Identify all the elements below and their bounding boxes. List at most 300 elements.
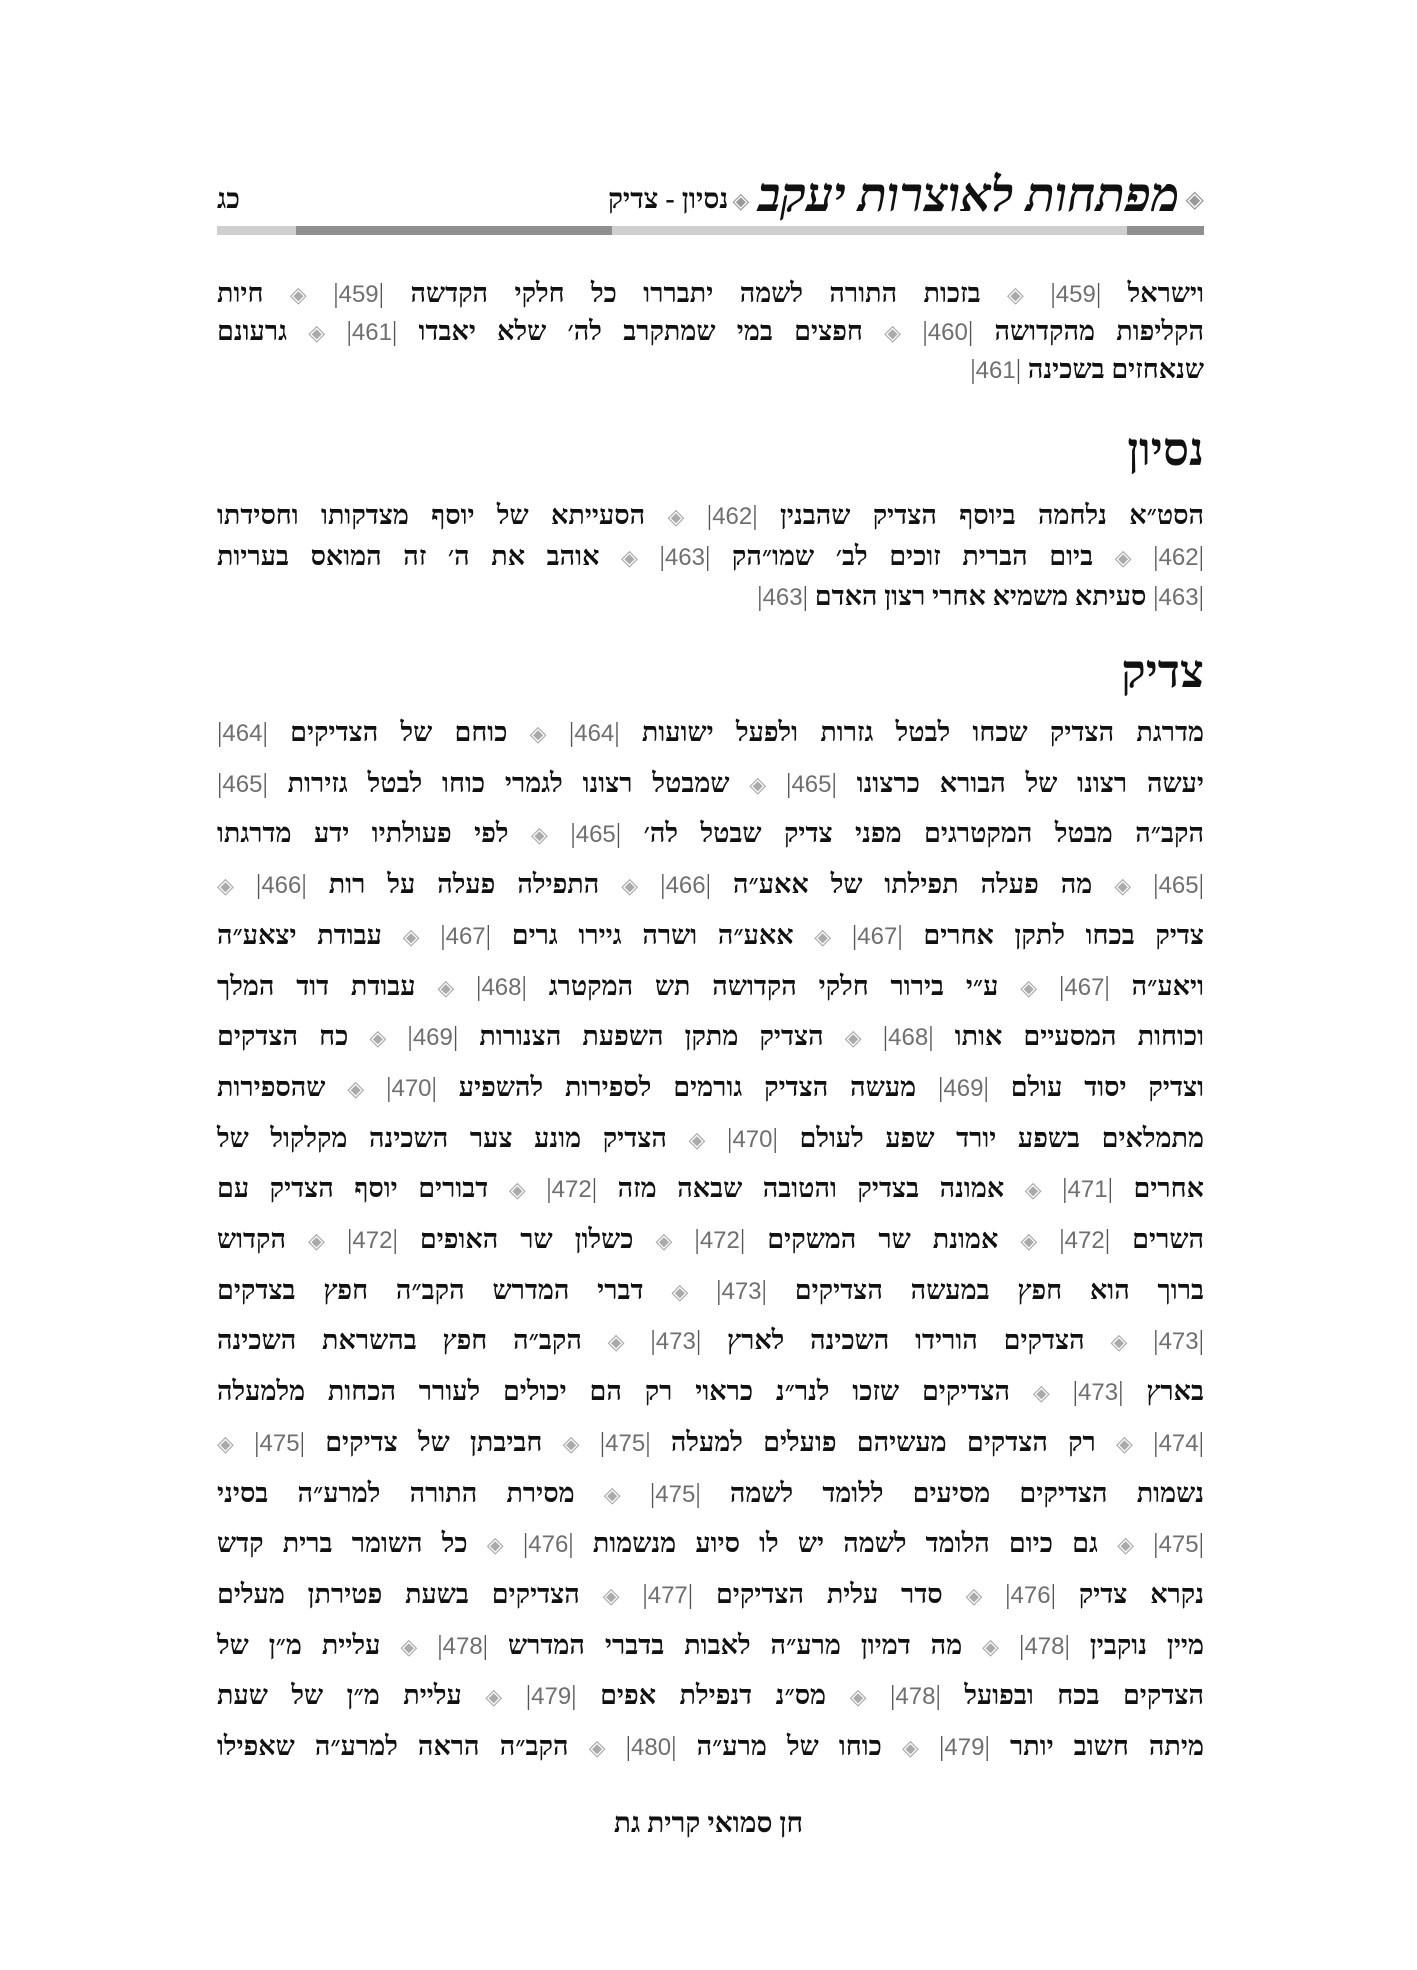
page-footer: חן סמואי קרית גת — [613, 1808, 804, 1839]
page-reference-number: 469 — [943, 1074, 984, 1102]
separator-bar: | — [615, 818, 622, 849]
page-reference-number: 466 — [261, 872, 302, 900]
separator-bar: | — [970, 354, 976, 384]
separator-bar: | — [1198, 869, 1205, 900]
page-reference-number: 476 — [528, 1531, 569, 1559]
diamond-icon: ◈ — [621, 873, 639, 899]
entry-text: מה דמיון מרע״ה לאבות בדברי המדרש — [488, 1629, 983, 1660]
page-reference — [626, 1731, 677, 1761]
page-reference-number: 465 — [1158, 872, 1199, 900]
entry-text: צדיק בכחו לתקן אחרים — [902, 919, 1205, 950]
separator-bar: | — [485, 919, 492, 950]
page-reference-number: 470 — [732, 1125, 773, 1153]
separator-bar: | — [1104, 1224, 1111, 1255]
text-line — [217, 1012, 1204, 1063]
entry-text: מסירת התורה למרע״ה בסיני — [217, 1477, 604, 1508]
page-reference — [347, 1224, 398, 1254]
page-reference — [694, 1224, 745, 1254]
separator-bar: | — [727, 1122, 733, 1153]
separator-bar: | — [897, 919, 903, 950]
entry-text: כשלון שר האופים — [397, 1224, 656, 1255]
entry-text: הקב״ה חפץ בהשראת השכינה — [217, 1325, 608, 1356]
entry-text: הצדיק מתקן השפעת הצנורות — [458, 1021, 845, 1052]
page-reference — [1153, 1427, 1204, 1457]
page-reference — [659, 541, 710, 571]
page-reference-number: 473 — [721, 1277, 762, 1305]
separator-bar: | — [935, 1680, 941, 1711]
text-line — [217, 708, 1204, 759]
entry-text: גרעונם — [217, 316, 309, 346]
entry-text: וכוחות המסעיים אותו — [933, 1021, 1205, 1052]
diamond-icon: ◈ — [814, 923, 832, 949]
text-line — [217, 860, 1204, 911]
entry-text: שמבטל רצונו לגמרי כוחו לבטל גזירות — [267, 767, 750, 798]
separator-bar: | — [983, 1071, 989, 1102]
separator-bar: | — [1064, 1629, 1070, 1660]
entry-text: סעיתא משמיא אחרי רצון האדם — [808, 581, 1154, 611]
entry-text: השרים — [1110, 1224, 1204, 1255]
entry-text: הקליפות מהקדושה — [973, 316, 1205, 346]
entry-text: כח הצדקים — [217, 1021, 370, 1052]
page-reference-number: 461 — [351, 319, 392, 346]
page-reference — [254, 1427, 305, 1457]
separator-bar: | — [1015, 354, 1022, 384]
entry-text: הסעייתא של יוסף מצדקותו וחסידתו — [217, 500, 668, 530]
diamond-icon: ◈ — [308, 1228, 325, 1254]
page-reference-number: 464 — [222, 720, 263, 747]
entry-text: שהספירות — [217, 1071, 348, 1102]
entry-text — [1134, 1528, 1153, 1558]
text-line — [217, 1418, 1204, 1469]
entry-text: הצדיקים שזכו לנר״נ כראוי רק הם יכולים לעורר הכחות מלמעלה — [217, 1376, 1033, 1407]
separator-bar: | — [217, 717, 223, 747]
separator-bar: | — [967, 316, 974, 346]
text-line — [217, 313, 1204, 351]
separator-bar: | — [660, 869, 666, 900]
diamond-icon: ◈ — [655, 1228, 673, 1254]
separator-bar: | — [301, 869, 307, 900]
diamond-icon: ◈ — [603, 1481, 621, 1507]
page-reference — [569, 717, 620, 747]
entry-text: וישראל — [1101, 278, 1204, 308]
separator-bar: | — [476, 970, 482, 1001]
page-reference — [570, 818, 621, 848]
diamond-icon: ◈ — [369, 1025, 387, 1051]
page-reference — [1005, 1579, 1056, 1609]
page-reference — [386, 1072, 437, 1102]
entry-text — [420, 920, 441, 950]
page-reference — [939, 1731, 990, 1761]
diamond-icon: ◈ — [1114, 544, 1132, 570]
page-reference — [1153, 1325, 1204, 1355]
separator-bar: | — [1019, 1629, 1025, 1660]
page-reference-number: 478 — [895, 1683, 936, 1711]
entry-text: הצדיק מונע צער השכינה מקלקול של — [217, 1122, 689, 1153]
diamond-icon: ◈ — [844, 1025, 862, 1051]
separator-bar: | — [786, 767, 792, 798]
separator-bar: | — [739, 1224, 746, 1255]
text-line — [217, 809, 1204, 860]
separator-bar: | — [1153, 581, 1159, 611]
entry-text: מדרגת הצדיק שכחו לבטל גזרות ולפעל ישועות — [619, 717, 1204, 747]
text-line — [217, 962, 1204, 1013]
page-reference-number: 480 — [631, 1734, 672, 1762]
separator-bar: | — [706, 500, 713, 530]
separator-bar: | — [254, 1426, 260, 1457]
separator-bar: | — [1107, 1173, 1113, 1204]
page-reference — [440, 920, 491, 950]
entry-text — [307, 278, 333, 308]
page-reference-number: 478 — [1024, 1632, 1065, 1660]
entry-text — [688, 1275, 716, 1305]
separator-bar: | — [802, 581, 809, 611]
page-reference — [546, 1173, 597, 1203]
entry-text: חפצים במי שמתקרב לה׳ שלא יאבדו — [397, 316, 885, 346]
page-reference-number: 463 — [762, 584, 803, 611]
separator-bar: | — [333, 278, 339, 308]
page-reference-number: 468 — [888, 1024, 929, 1052]
diamond-icon: ◈ — [1117, 1532, 1134, 1558]
page-reference-number: 473 — [1158, 1328, 1199, 1356]
separator-bar: | — [752, 500, 758, 530]
separator-bar: | — [645, 1426, 651, 1457]
page-reference — [1153, 869, 1204, 899]
separator-bar: | — [984, 1731, 990, 1762]
entry-text — [606, 1731, 626, 1761]
entry-text: התפילה פעלה על רות — [306, 869, 622, 900]
separator-bar: | — [1095, 278, 1102, 308]
page-reference-number: 475 — [259, 1429, 300, 1457]
page-reference — [476, 971, 527, 1001]
page-reference-number: 479 — [944, 1734, 985, 1762]
entry-text: ביום הברית זוכים לב׳ שמו״הק — [710, 540, 1115, 571]
entry-text: נשמות הצדיקים מסיעים ללומד לשמה — [700, 1477, 1204, 1508]
separator-bar: | — [1153, 1325, 1159, 1356]
separator-bar: | — [831, 767, 837, 798]
text-line — [217, 1215, 1204, 1266]
page-reference-number: 467 — [857, 922, 898, 950]
separator-bar: | — [922, 316, 928, 346]
entry-text: עליית מ״ן של — [217, 1629, 401, 1660]
text-line — [217, 759, 1204, 810]
nisayon-paragraph — [217, 496, 1204, 618]
entry-text: עבודת דוד המלך — [217, 970, 438, 1001]
entry-text: אמונת שר המשקים — [745, 1224, 1021, 1255]
diamond-icon: ◈ — [437, 974, 455, 1000]
separator-bar: | — [568, 1528, 574, 1559]
diamond-icon: ◈ — [607, 1329, 625, 1355]
separator-bar: | — [851, 919, 858, 950]
separator-bar: | — [1062, 1173, 1068, 1204]
diamond-icon: ◈ — [1032, 1380, 1050, 1406]
separator-bar: | — [1153, 869, 1159, 900]
diamond-icon: ◈ — [588, 1735, 606, 1761]
entry-text — [417, 1630, 437, 1660]
page-reference — [1019, 1630, 1070, 1660]
diamond-icon: ◈ — [1110, 1329, 1128, 1355]
page-reference — [346, 316, 397, 346]
diamond-icon: ◈ — [1116, 1430, 1133, 1456]
entry-text: וצדיק יסוד עולם — [988, 1071, 1205, 1102]
diamond-icon: ◈ — [667, 504, 685, 529]
page-reference — [407, 1021, 458, 1051]
page-reference — [1073, 1376, 1124, 1406]
diamond-icon: ◈ — [749, 771, 767, 797]
page-reference-number: 475 — [1158, 1531, 1199, 1559]
entry-text: מתמלאים בשפע יורד שפע לעולם — [777, 1122, 1204, 1153]
text-line — [217, 1063, 1204, 1114]
diamond-icon: ◈ — [530, 822, 548, 848]
diamond-icon: ◈ — [688, 1126, 706, 1152]
page-reference — [1059, 1224, 1110, 1254]
diamond-icon: ◈ — [1114, 873, 1132, 899]
page-reference — [727, 1123, 778, 1153]
separator-bar: | — [937, 1071, 944, 1102]
separator-bar: | — [452, 1021, 459, 1052]
page-reference-number: 475 — [655, 1480, 696, 1508]
entry-text — [364, 1072, 386, 1102]
separator-bar: | — [1198, 540, 1205, 571]
entry-text: חיות — [217, 278, 290, 308]
diamond-icon: ◈ — [602, 1582, 620, 1608]
page-reference-number: 465 — [575, 821, 616, 849]
page-reference — [526, 1680, 577, 1710]
page-reference-number: 472 — [699, 1227, 740, 1255]
separator-bar: | — [671, 1731, 677, 1762]
separator-bar: | — [882, 1021, 889, 1052]
entry-text: מה פעלה תפילתו של אאע״ה — [711, 869, 1115, 900]
page-reference-number: 470 — [391, 1074, 432, 1102]
chapter-range: נסיון - צדיק — [607, 184, 729, 215]
entry-text — [620, 1579, 643, 1609]
page-reference — [333, 278, 384, 308]
page-reference — [1050, 278, 1101, 308]
entry-text — [1037, 971, 1059, 1001]
entry-text: הקדוש — [217, 1224, 309, 1255]
entry-text — [325, 316, 346, 346]
separator-bar: | — [262, 717, 268, 747]
diamond-icon: ◈ — [217, 873, 234, 899]
separator-bar: | — [346, 1224, 353, 1255]
entry-text — [625, 1325, 651, 1355]
entry-text: לפי פעולתיו ידע מדרגתו — [217, 818, 531, 849]
separator-bar: | — [1198, 1325, 1205, 1356]
text-line — [217, 1367, 1204, 1418]
entry-text — [705, 1123, 727, 1153]
diamond-icon: ◈ — [671, 1278, 689, 1304]
page-reference-number: 473 — [1078, 1379, 1119, 1407]
text-line — [217, 537, 1204, 578]
separator-bar: | — [1198, 1528, 1205, 1559]
page-reference — [890, 1680, 941, 1710]
page-reference — [1059, 971, 1110, 1001]
separator-bar: | — [614, 717, 620, 747]
entry-text: נקרא צדיק — [1056, 1578, 1205, 1609]
entry-text: אוהב את ה׳ זה המואס בעריות — [217, 540, 621, 571]
diamond-icon: ◈ — [732, 188, 750, 213]
separator-bar: | — [571, 1680, 577, 1711]
entry-text — [866, 1680, 890, 1710]
diamond-icon: ◈ — [217, 1430, 234, 1456]
entry-text — [684, 500, 706, 530]
separator-bar: | — [262, 767, 268, 798]
diamond-icon: ◈ — [562, 1430, 580, 1456]
page-reference-number: 465 — [222, 770, 263, 798]
separator-bar: | — [546, 1173, 552, 1204]
entry-text — [1127, 1325, 1153, 1355]
page-reference-number: 461 — [975, 357, 1016, 384]
text-line — [217, 1570, 1204, 1621]
page-reference — [217, 768, 268, 798]
entry-text — [831, 920, 852, 950]
header-rule-segment — [296, 226, 612, 235]
entry-text: דבורים יוסף הצדיק עם — [217, 1173, 509, 1204]
separator-bar: | — [591, 1173, 598, 1204]
entry-text — [547, 717, 569, 747]
page-reference — [1153, 1528, 1204, 1558]
separator-bar: | — [695, 1477, 701, 1508]
separator-bar: | — [392, 1224, 398, 1255]
separator-bar: | — [570, 818, 576, 849]
entry-text: עליית מ״ן של שעת — [217, 1680, 486, 1711]
entry-text — [580, 1427, 600, 1457]
diamond-icon: ◈ — [508, 1177, 526, 1203]
page-reference — [938, 1072, 989, 1102]
page-reference — [757, 581, 808, 611]
diamond-icon: ◈ — [1007, 282, 1024, 307]
entry-text: בזכות התורה לשמה יתבררו כל חלקי הקדשה — [384, 278, 1008, 308]
text-line — [217, 496, 1204, 537]
page-reference-number: 459 — [1055, 281, 1096, 308]
entry-text: מעשה הצדיק גורמים לספירות להשפיע — [436, 1071, 938, 1102]
entry-text: כל השומר ברית קדש — [217, 1528, 487, 1559]
page-reference-number: 477 — [647, 1581, 688, 1609]
entry-text — [526, 1173, 547, 1203]
text-line — [217, 351, 1204, 389]
entry-text: אחרים — [1112, 1173, 1204, 1204]
page-reference-number: 460 — [927, 319, 968, 346]
separator-bar: | — [772, 1122, 778, 1153]
intro-paragraph — [217, 275, 1204, 389]
text-line — [217, 1469, 1204, 1520]
entry-text — [502, 1680, 526, 1710]
diamond-icon: ◈ — [1020, 1228, 1038, 1254]
separator-bar: | — [522, 1528, 529, 1559]
entry-text: הצדיקים בשעת פטירתן מעלים — [217, 1578, 603, 1609]
entry-text: גם כיום הלומד לשמה יש לו סיוע מנשמות — [573, 1528, 1118, 1559]
entry-text — [862, 1021, 883, 1051]
entry-text — [386, 1021, 407, 1051]
separator-bar: | — [299, 1426, 305, 1457]
entry-text: ברוך הוא חפץ במעשה הצדיקים — [766, 1274, 1204, 1305]
text-line — [217, 1266, 1204, 1317]
entry-text: חביבתן של צדיקים — [305, 1426, 563, 1457]
header-rule — [217, 226, 1204, 235]
entry-text: הקב״ה מבטל המקטרגים מפני צדיק שבטל לה׳ — [621, 818, 1204, 849]
page-reference-number: 464 — [574, 720, 615, 747]
separator-bar: | — [889, 1680, 896, 1711]
entry-text: אמונה בצדיק והטובה שבאה מזה — [597, 1173, 1025, 1204]
diamond-icon: ◈ — [1024, 1177, 1042, 1203]
entry-text: דברי המדרש הקב״ה חפץ בצדקים — [217, 1274, 672, 1305]
separator-bar: | — [650, 1325, 656, 1356]
entry-text — [919, 1731, 939, 1761]
book-title: מפתחות לאוצרות יעקב — [757, 169, 1180, 222]
page-reference-number: 472 — [352, 1227, 393, 1255]
page-reference-number: 462 — [712, 503, 753, 530]
separator-bar: | — [1198, 581, 1204, 611]
separator-bar: | — [431, 1071, 437, 1102]
diamond-icon: ◈ — [620, 544, 638, 570]
text-line — [217, 275, 1204, 313]
separator-bar: | — [1072, 1376, 1079, 1407]
text-line — [217, 1519, 1204, 1570]
page-reference — [642, 1579, 693, 1609]
diamond-icon: ◈ — [901, 1735, 919, 1761]
entry-text — [454, 971, 476, 1001]
page-reference — [1062, 1173, 1113, 1203]
page-reference-number: 473 — [655, 1328, 696, 1356]
entry-text — [1050, 1376, 1073, 1406]
entry-text — [638, 869, 660, 899]
entry-text — [1131, 869, 1153, 899]
separator-bar: | — [695, 1325, 702, 1356]
separator-bar: | — [1118, 1376, 1124, 1407]
entry-text — [1037, 1224, 1059, 1254]
separator-bar: | — [1050, 278, 1056, 308]
separator-bar: | — [761, 1274, 767, 1305]
entry-text — [1132, 541, 1154, 571]
page-reference — [922, 316, 973, 346]
running-header — [217, 168, 1204, 224]
text-line — [217, 1722, 1204, 1773]
separator-bar: | — [599, 1426, 606, 1457]
entry-text: סדר עלית הצדיקים — [693, 1578, 966, 1609]
page-reference-number: 471 — [1067, 1176, 1108, 1204]
entry-text: בארץ — [1123, 1376, 1204, 1407]
separator-bar: | — [687, 1578, 694, 1609]
separator-bar: | — [928, 1021, 934, 1052]
entry-text — [1024, 278, 1050, 308]
text-line — [217, 1114, 1204, 1165]
page-reference — [716, 1275, 767, 1305]
diamond-icon: ◈ — [965, 1582, 983, 1608]
separator-bar: | — [437, 1629, 443, 1660]
separator-bar: | — [525, 1680, 532, 1711]
header-rule-segment — [1127, 226, 1204, 235]
page-reference-number: 468 — [481, 973, 522, 1001]
entry-text: מיתה חשוב יותר — [989, 1731, 1204, 1762]
text-line — [217, 1621, 1204, 1672]
page-reference-number: 472 — [1064, 1227, 1105, 1255]
entry-text — [999, 1630, 1019, 1660]
entry-text: מיין נוקבין — [1069, 1629, 1204, 1660]
diamond-icon: ◈ — [849, 1684, 867, 1710]
separator-bar: | — [386, 1071, 392, 1102]
entry-text — [901, 316, 922, 346]
page-reference-number: 467 — [445, 922, 486, 950]
entry-text: הקב״ה הראה למרע״ה שאפילו — [217, 1731, 589, 1762]
separator-bar: | — [716, 1274, 722, 1305]
entry-text: יעשה רצונו של הבורא כרצונו — [836, 767, 1205, 798]
entry-text — [982, 1579, 1005, 1609]
entry-text: הצדקים הורידו השכינה לארץ — [701, 1325, 1111, 1356]
diamond-icon: ◈ — [347, 1075, 365, 1101]
diamond-icon: ◈ — [289, 282, 307, 307]
separator-bar: | — [642, 1578, 648, 1609]
page-reference — [786, 768, 837, 798]
separator-bar: | — [704, 540, 711, 571]
